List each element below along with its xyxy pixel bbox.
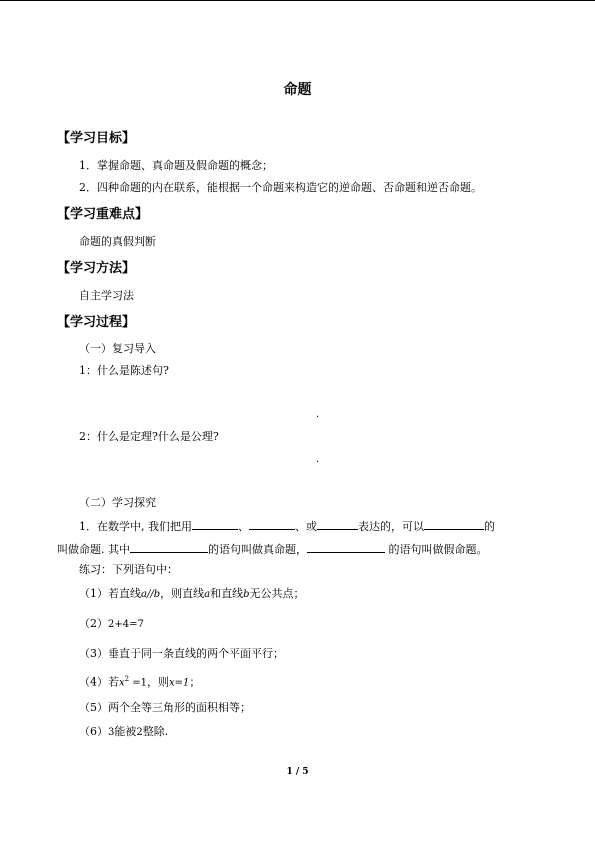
math-expression: 2 (136, 727, 143, 738)
answer-line-end-1: . (316, 409, 320, 420)
text-run: （2） (79, 617, 108, 630)
explore-heading: （二）学习探究 (79, 496, 156, 509)
math-expression: b (243, 589, 250, 600)
goal-item-2: 2．四种命题的内在联系，能根据一个命题来构造它的逆命题、否命题和逆否命题。 (79, 181, 482, 194)
section-heading-methods: 【学习方法】 (57, 261, 136, 276)
fill-blank (307, 541, 385, 553)
fill-blank (192, 518, 238, 530)
page-top-rule (0, 0, 595, 1)
fill-blank (424, 518, 484, 530)
explore-paragraph-line-2 (57, 541, 488, 557)
practice-item-3: （3）垂直于同一条直线的两个平面平行； (79, 647, 284, 660)
practice-item-5: （5）两个全等三角形的面积相等； (79, 701, 251, 714)
practice-item-6 (79, 725, 168, 740)
practice-intro: 练习：下列语句中： (79, 563, 178, 576)
math-superscript: 2 (124, 675, 130, 683)
goal-item-1: 1．掌握命题、真命题及假命题的概念； (79, 159, 273, 172)
page-number: 1 / 5 (286, 767, 309, 777)
section-heading-goals: 【学习目标】 (57, 131, 136, 146)
text-run: 、或 (295, 520, 317, 533)
review-question-1: 1：什么是陈述句? (79, 364, 169, 377)
methods-text: 自主学习法 (79, 289, 134, 302)
section-heading-process: 【学习过程】 (57, 315, 136, 330)
text-run: ，则直线 (160, 587, 205, 600)
text-run: （1）若直线 (79, 587, 141, 600)
practice-item-4 (79, 672, 200, 691)
text-run: 的语句叫做真命题， (208, 543, 307, 556)
text-run: 能被 (114, 725, 137, 738)
section-heading-key-points: 【学习重难点】 (57, 207, 149, 222)
text-run: 表达的，可以 (358, 520, 424, 533)
text-run: （6） (79, 725, 108, 738)
review-heading: （一）复习导入 (79, 342, 156, 355)
math-expression: x (119, 677, 125, 689)
text-run: 和直线 (210, 587, 244, 600)
math-expression: 2+4=7 (108, 619, 144, 630)
explore-paragraph-line-1 (79, 518, 495, 534)
practice-item-2 (79, 617, 144, 632)
text-run: 的 (484, 520, 495, 533)
fill-blank (317, 518, 358, 530)
text-run: ，则 (147, 675, 170, 689)
key-points-text: 命题的真假判断 (79, 235, 156, 248)
math-expression: a//b (141, 589, 161, 600)
math-expression: =1 (129, 677, 148, 689)
text-run: ； (189, 675, 201, 689)
math-expression: a (204, 589, 211, 600)
practice-item-1 (79, 587, 304, 602)
text-run: 整除. (142, 725, 169, 738)
math-expression: x=1 (169, 677, 190, 689)
answer-line-end-2: . (316, 454, 320, 465)
text-run: 无公共点； (249, 587, 305, 600)
review-question-2: 2：什么是定理?什么是公理? (79, 430, 219, 443)
fill-blank (249, 518, 295, 530)
text-run: 的语句叫做假命题。 (385, 543, 488, 556)
fill-blank (130, 541, 208, 553)
text-run: 1．在数学中, 我们把用 (79, 520, 192, 533)
math-expression: 3 (108, 727, 115, 738)
page-title: 命题 (283, 82, 312, 98)
text-run: 叫做命题. 其中 (57, 543, 130, 556)
text-run: （4）若 (79, 675, 119, 689)
text-run: 、 (238, 520, 249, 533)
